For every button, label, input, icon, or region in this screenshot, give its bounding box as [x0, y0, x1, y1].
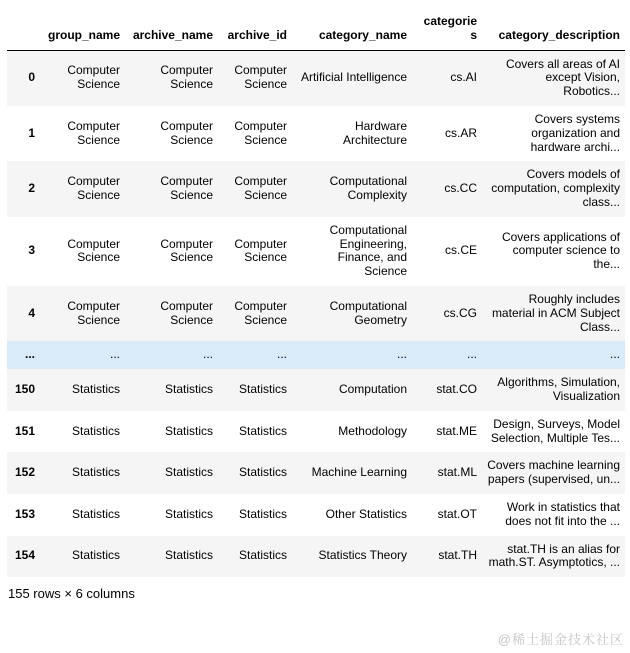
table-cell: Methodology	[338, 423, 407, 438]
table-cell: Roughly includes material in ACM Subject Class...	[491, 291, 620, 334]
table-cell: Statistics	[71, 548, 120, 563]
table-cell: Computer Science	[234, 236, 287, 265]
table-cell: Statistics	[238, 382, 287, 397]
table-cell: Covers systems organization and hardware archi...	[530, 111, 620, 154]
table-cell: Algorithms, Simulation, Visualization	[497, 375, 620, 403]
table-cell: stat.TH	[438, 548, 477, 563]
table-cell: Work in statistics that does not fit into the ...	[505, 499, 620, 528]
index-header-blank	[7, 8, 40, 50]
table-cell: Computer Science	[160, 63, 213, 92]
table-cell: Computational Engineering, Finance, and Science	[329, 222, 407, 279]
table-cell: ...	[276, 347, 287, 362]
row-index: 153	[14, 506, 35, 521]
table-cell: Statistics	[238, 506, 287, 521]
table-row	[7, 217, 625, 286]
table-cell: Statistics	[71, 423, 120, 438]
table-row	[7, 286, 625, 341]
table-cell: cs.CG	[443, 305, 477, 320]
table-cell: Statistics	[71, 506, 120, 521]
row-index: 3	[28, 243, 35, 258]
table-cell: Covers machine learning papers (supervised, un...	[487, 458, 620, 487]
row-index: 150	[14, 382, 35, 397]
table-cell: stat.ML	[437, 465, 477, 480]
table-cell: Statistics	[164, 548, 213, 563]
table-cell: Statistics	[164, 382, 213, 397]
table-cell: stat.ME	[436, 423, 477, 438]
header-row	[7, 8, 625, 50]
table-cell: Statistics	[238, 465, 287, 480]
table-cell: Computer Science	[67, 174, 120, 203]
table-cell: Statistics	[71, 465, 120, 480]
table-cell: stat.CO	[436, 382, 477, 397]
table-cell: Artificial Intelligence	[300, 70, 407, 85]
table-cell: Machine Learning	[311, 465, 407, 480]
watermark: @稀土掘金技术社区	[497, 632, 624, 647]
table-cell: cs.AI	[450, 70, 477, 85]
table-cell: Statistics Theory	[318, 548, 407, 563]
table-body	[7, 50, 625, 577]
table-cell: ...	[466, 347, 477, 362]
dataframe-table	[7, 8, 625, 577]
table-cell: Computer Science	[234, 298, 287, 327]
table-cell: Statistics	[71, 382, 120, 397]
table-cell: Computer Science	[67, 63, 120, 92]
table-cell: Computer Science	[160, 236, 213, 265]
row-index: 151	[14, 423, 35, 438]
column-header: group_name	[40, 8, 125, 50]
table-cell: ...	[202, 347, 213, 362]
table-cell: Statistics	[238, 548, 287, 563]
row-index: 2	[28, 181, 35, 196]
table-cell: Computer Science	[234, 118, 287, 147]
table-cell: ...	[609, 347, 620, 362]
table-row	[7, 494, 625, 536]
table-row	[7, 341, 625, 369]
table-row	[7, 161, 625, 216]
table-cell: Computational Geometry	[329, 298, 407, 327]
table-cell: cs.CC	[444, 181, 477, 196]
table-footer: 155 rows × 6 columns	[8, 586, 135, 602]
table-cell: cs.AR	[444, 125, 477, 140]
table-cell: Other Statistics	[325, 506, 407, 521]
column-header: archive_name	[125, 8, 218, 50]
table-cell: Design, Surveys, Model Selection, Multiple Tes...	[490, 416, 620, 445]
table-cell: Computer Science	[67, 298, 120, 327]
row-index: 152	[14, 465, 35, 480]
table-cell: ...	[109, 347, 120, 362]
table-cell: Statistics	[164, 506, 213, 521]
table-row	[7, 452, 625, 494]
table-cell: Computer Science	[160, 298, 213, 327]
table-row	[7, 369, 625, 411]
table-cell: ...	[396, 347, 407, 362]
row-index: ...	[24, 347, 35, 362]
column-header: category_description	[482, 8, 625, 50]
table-row	[7, 50, 625, 106]
table-cell: Statistics	[164, 465, 213, 480]
row-index: 4	[28, 305, 35, 320]
table-cell: Covers all areas of AI except Vision, Robotics...	[505, 56, 620, 99]
table-cell: Statistics	[238, 423, 287, 438]
table-row	[7, 106, 625, 161]
table-cell: Computer Science	[234, 174, 287, 203]
table-cell: Computer Science	[67, 236, 120, 265]
table-cell: Covers models of computation, complexity class...	[491, 167, 620, 209]
table-row	[7, 536, 625, 578]
table-cell: Statistics	[164, 423, 213, 438]
table-cell: Computer Science	[234, 63, 287, 92]
table-cell: cs.CE	[444, 243, 477, 258]
table-cell: Computer Science	[67, 118, 120, 147]
table-cell: stat.OT	[437, 506, 477, 521]
table-cell: Covers applications of computer science to the...	[501, 229, 620, 272]
table-row	[7, 411, 625, 453]
row-index: 154	[14, 548, 35, 563]
row-index: 0	[28, 70, 35, 85]
column-header: categories	[412, 8, 482, 50]
table-cell: Computer Science	[160, 174, 213, 203]
table-cell: stat.TH is an alias for math.ST. Asymptotics, ...	[488, 541, 620, 570]
table-cell: Computer Science	[160, 118, 213, 147]
column-header: category_name	[292, 8, 412, 50]
row-index: 1	[28, 125, 35, 140]
table-cell: Computational Complexity	[329, 174, 407, 203]
table-cell: Hardware Architecture	[342, 118, 407, 147]
column-header: archive_id	[218, 8, 292, 50]
table-cell: Computation	[338, 382, 407, 397]
